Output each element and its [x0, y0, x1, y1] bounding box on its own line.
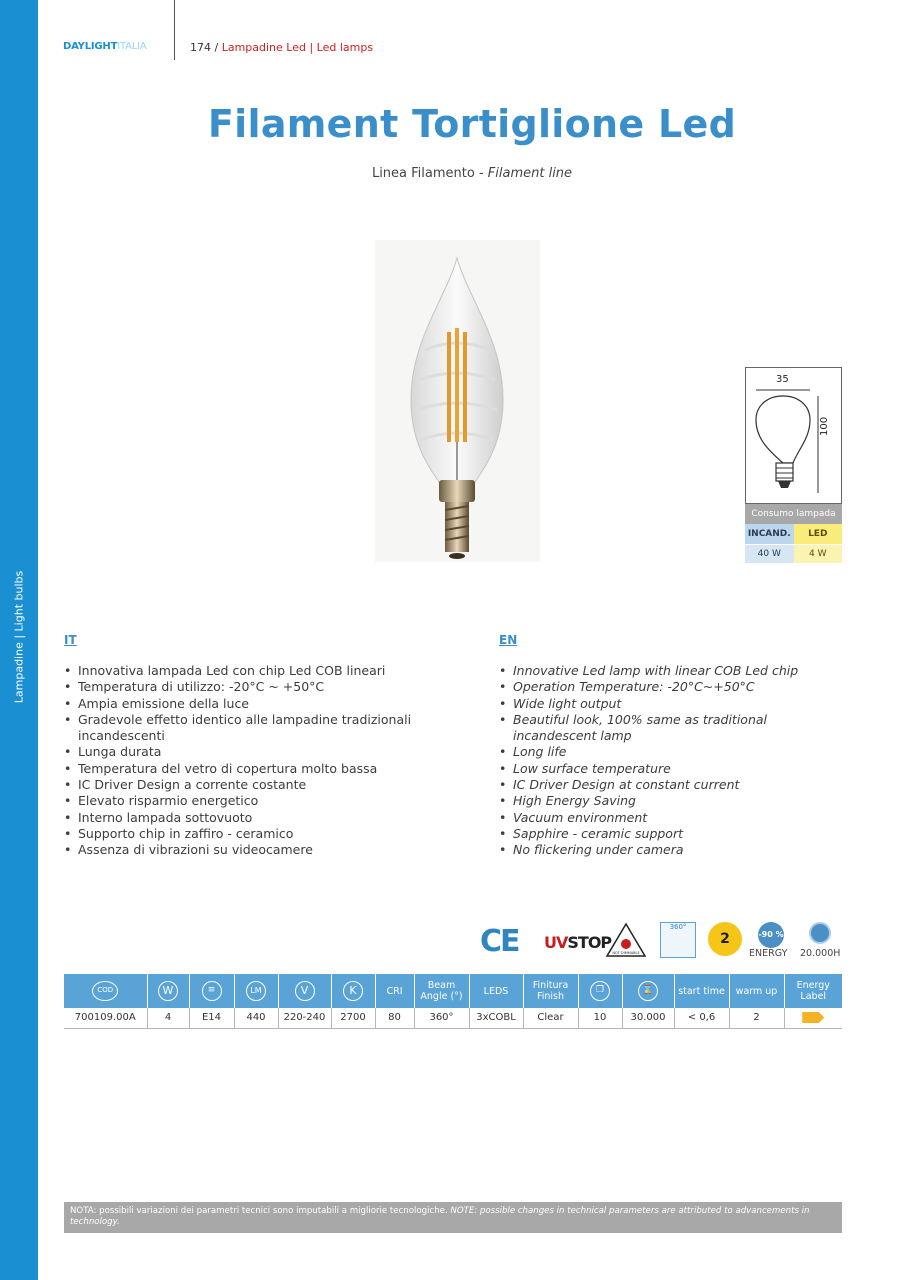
cell-watt: 4 [147, 1008, 189, 1028]
subtitle-en: Filament line [487, 166, 573, 181]
watt-icon: W [158, 981, 178, 1001]
spec-table [64, 974, 842, 1029]
col-start: start time [674, 974, 729, 1008]
page-subtitle [38, 166, 906, 181]
feature-list-it [64, 663, 464, 859]
breadcrumb [190, 41, 373, 54]
cell-socket: E14 [189, 1008, 234, 1028]
note-it: NOTA: possibili variazioni dei parametri tecnici sono imputabili a migliorie tecnologiche. [70, 1206, 451, 1216]
feature-item-it: • Gradevole effetto identico alle lampadine tradizionali incandescenti [64, 712, 464, 745]
brand-bold: DAYLIGHT [63, 41, 118, 52]
side-label: Lampadine | Light bulbs [12, 570, 26, 704]
feature-item-it: • Supporto chip in zaffiro - ceramico [64, 826, 464, 842]
consumption-values [745, 545, 842, 563]
feature-item-it: • Temperatura del vetro di copertura molto bassa [64, 761, 464, 777]
feature-item-it: • Ampia emissione della luce [64, 696, 464, 712]
subtitle-it: Linea Filamento - [371, 166, 488, 181]
cell-life: 30.000 [622, 1008, 674, 1028]
feature-item-en: • Wide light output [499, 696, 829, 712]
feature-item-it: • Innovativa lampada Led con chip Led COB lineari [64, 663, 464, 679]
footer-note [64, 1202, 842, 1233]
kelvin-icon: K [343, 981, 363, 1001]
cell-kelvin: 2700 [331, 1008, 375, 1028]
cell-leds: 3xCOBL [469, 1008, 523, 1028]
feature-list-en [499, 663, 829, 859]
beam-angle-text: 360° [669, 923, 687, 931]
feature-item-en: • Operation Temperature: -20°C~+50°C [499, 679, 829, 695]
col-voltage [278, 974, 331, 1008]
incand-value: 40 W [745, 545, 794, 563]
feature-item-it: • Elevato risparmio energetico [64, 793, 464, 809]
feature-item-en: • Vacuum environment [499, 810, 829, 826]
ce-mark-icon: CE [480, 924, 519, 959]
col-leds: LEDS [469, 974, 523, 1008]
table-header-row [64, 974, 842, 1008]
feature-item-it: • Assenza di vibrazioni su videocamere [64, 842, 464, 858]
uv-text: UV [544, 933, 568, 952]
note-en: NOTE: possible changes in technical parameters are attributed to advancements in technology. [70, 1206, 810, 1227]
cell-cod: 700109.00A [64, 1008, 147, 1028]
lifetime-clock-icon [809, 922, 831, 944]
col-finish: Finitura Finish [523, 974, 578, 1008]
not-dimmable-text: NOT DIMMABLE [612, 951, 640, 955]
energy-label: ENERGY [749, 948, 788, 959]
feature-item-it: • Interno lampada sottovuoto [64, 810, 464, 826]
brand-logo [63, 41, 147, 52]
cell-pack: 10 [578, 1008, 622, 1028]
section-title: Lampadine Led | Led lamps [221, 41, 374, 54]
socket-icon: ≡ [202, 981, 222, 1001]
warranty-icon: 2 [708, 922, 742, 956]
dimension-diagram [745, 367, 842, 504]
voltage-icon: V [295, 981, 315, 1001]
feature-item-it: • Temperatura di utilizzo: -20°C ~ +50°C [64, 679, 464, 695]
led-value: 4 W [794, 545, 843, 563]
energy-saving-icon: -90 % [758, 922, 784, 948]
col-warm: warm up [729, 974, 784, 1008]
not-dimmable-icon [604, 920, 648, 960]
heading-en: EN [499, 633, 518, 647]
col-socket [189, 974, 234, 1008]
col-cod [64, 974, 147, 1008]
brand-light: ITALIA [117, 41, 147, 52]
col-kelvin [331, 974, 375, 1008]
feature-item-en: • Long life [499, 744, 829, 760]
product-image [375, 240, 540, 562]
col-cri: CRI [375, 974, 414, 1008]
col-beam: Beam Angle (°) [414, 974, 469, 1008]
header-divider [174, 0, 175, 60]
cell-warm: 2 [729, 1008, 784, 1028]
feature-item-it: • Lunga durata [64, 744, 464, 760]
cell-cri: 80 [375, 1008, 414, 1028]
consumption-label: Consumo lampada [745, 504, 842, 524]
lifetime-hours-label: 20.000H [800, 948, 841, 959]
table-row [64, 1008, 842, 1028]
feature-item-en: • High Energy Saving [499, 793, 829, 809]
page-number: 174 / [190, 41, 219, 54]
package-icon: ❐ [590, 981, 610, 1001]
heading-it: IT [64, 633, 77, 647]
cell-energy [784, 1008, 842, 1028]
cell-beam: 360° [414, 1008, 469, 1028]
col-pack [578, 974, 622, 1008]
cell-start: < 0,6 [674, 1008, 729, 1028]
feature-item-en: • Low surface temperature [499, 761, 829, 777]
stop-text: STOP [567, 933, 612, 952]
dimension-width: 35 [776, 374, 789, 385]
beam-angle-icon [660, 922, 696, 958]
consumption-header [745, 524, 842, 544]
col-energy: Energy Label [784, 974, 842, 1008]
bulb-illustration [375, 240, 540, 562]
feature-item-en: • Innovative Led lamp with linear COB Led chip [499, 663, 829, 679]
led-label: LED [794, 524, 843, 544]
code-icon: COD [92, 981, 118, 1001]
energy-class-icon [802, 1012, 824, 1023]
col-life [622, 974, 674, 1008]
feature-item-en: • No flickering under camera [499, 842, 829, 858]
cell-finish: Clear [523, 1008, 578, 1028]
incand-label: INCAND. [745, 524, 794, 544]
lifetime-icon: ⌛ [638, 981, 658, 1001]
col-lumen [234, 974, 278, 1008]
feature-item-en: • Sapphire - ceramic support [499, 826, 829, 842]
page-title: Filament Tortiglione Led [207, 102, 737, 146]
col-watt [147, 974, 189, 1008]
cell-voltage: 220-240 [278, 1008, 331, 1028]
feature-item-en: • IC Driver Design at constant current [499, 777, 829, 793]
uv-stop-icon [544, 933, 611, 952]
dimension-height: 100 [819, 416, 830, 436]
feature-item-it: • IC Driver Design a corrente costante [64, 777, 464, 793]
feature-item-en: • Beautiful look, 100% same as traditional incandescent lamp [499, 712, 829, 745]
cell-lumen: 440 [234, 1008, 278, 1028]
lumen-icon: LM [246, 981, 266, 1001]
